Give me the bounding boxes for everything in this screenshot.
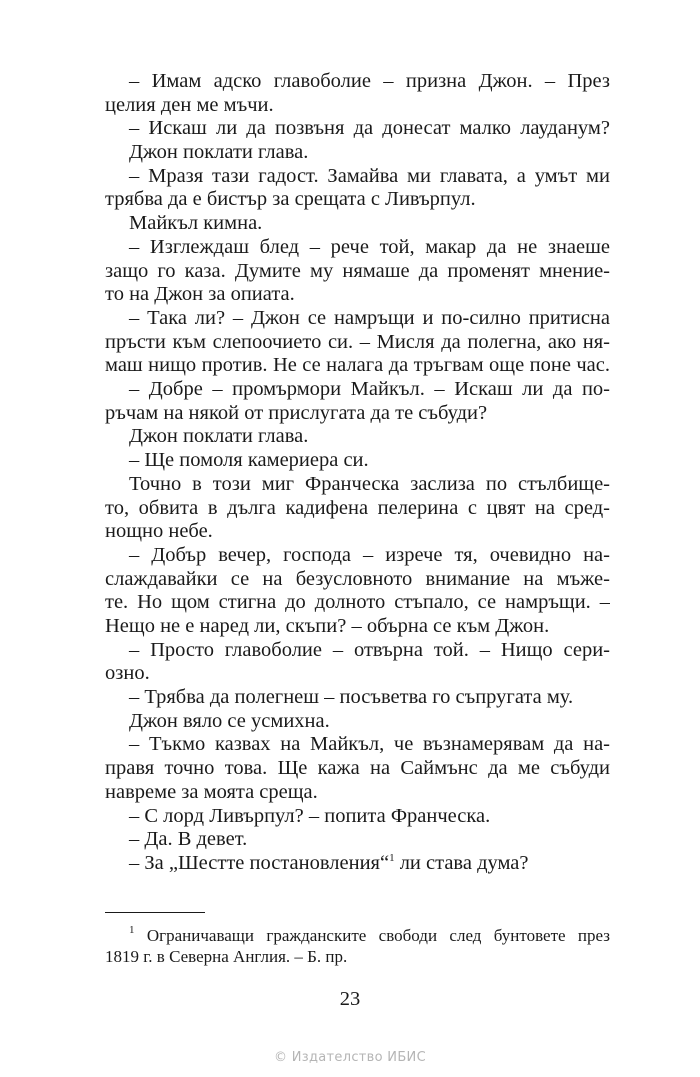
footnote — [105, 925, 610, 967]
text-line: – Ще помоля камериера си. — [129, 449, 369, 472]
text-segment: – За „Шестте постановления“ — [129, 851, 390, 874]
page-number: 23 — [339, 988, 361, 1010]
text-line: Джон поклати глава. — [129, 425, 309, 448]
footnote-mark: 1 — [129, 925, 135, 936]
text-line: – Имам адско главоболие – призна Джон. – През — [129, 70, 610, 92]
text-line: ръчам на някой от прислугата да те събуди? — [105, 401, 488, 424]
text-segment: ли става дума? — [394, 851, 529, 874]
text-line: – Тъкмо казвах на Майкъл, че възнамерявам да на- — [129, 733, 610, 756]
footnote-text-1: Ограничаващи гражданските свободи след бунтовете през — [134, 926, 610, 945]
text-line: – Искаш ли да позвъня да донесат малко лауданум? — [129, 117, 610, 140]
text-line: – Просто главоболие – отвърна той. – Нищо сери- — [129, 638, 610, 661]
text-line: – Добър вечер, господа – изрече тя, очевидно на- — [129, 543, 610, 566]
text-line: – Така ли? – Джон се намръщи и по-силно притисна — [129, 306, 610, 329]
body-text — [105, 70, 610, 876]
text-line: навреме за моята среща. — [105, 780, 318, 803]
footnote-rule — [105, 912, 205, 913]
text-line: те. Но щом стигна до долното стъпало, се намръщи. – — [105, 591, 610, 614]
text-line: – Трябва да полегнеш – посъветва го съпругата му. — [129, 686, 574, 709]
text-line: целия ден ме мъчи. — [105, 93, 274, 116]
text-line: – Добре – промърмори Майкъл. – Искаш ли да по- — [129, 378, 610, 401]
text-line: нощно небе. — [105, 520, 213, 543]
text-line: слаждавайки се на безусловното внимание на мъже- — [105, 567, 610, 590]
text-line: Джон вяло се усмихна. — [129, 709, 330, 732]
text-line: то, обвита в дълга кадифена пелерина с цвят на сред- — [105, 496, 610, 519]
text-line: Точно в този миг Франческа заслиза по стълбище- — [129, 472, 610, 495]
text-line: – С лорд Ливърпул? – попита Франческа. — [129, 804, 491, 827]
text-line-last — [105, 852, 610, 876]
footnote-reference-mark: 1 — [389, 851, 395, 864]
footnote-line-1 — [105, 925, 610, 946]
text-line: – Да. В девет. — [129, 828, 248, 851]
text-line: озно. — [105, 662, 150, 685]
text-line: то на Джон за опиата. — [105, 283, 295, 306]
text-line: – Мразя тази гадост. Замайва ми главата, а умът ми — [129, 164, 610, 187]
text-line: трябва да е бистър за срещата с Ливърпул. — [105, 188, 476, 211]
text-line: – Изглеждаш блед – рече той, макар да не знаеше — [129, 235, 610, 258]
text-line: защо го каза. Думите му нямаше да променят мнение- — [105, 259, 610, 282]
text-line: пръсти към слепоочието си. – Мисля да полегна, ако ня- — [105, 330, 610, 353]
text-line: Джон поклати глава. — [129, 141, 309, 164]
footnote-line-2: 1819 г. в Северна Англия. – Б. пр. — [105, 947, 348, 966]
text-line: маш нищо против. Не се налага да тръгвам още поне час. — [105, 354, 610, 377]
text-line: Нещо не е наред ли, скъпи? – обърна се към Джон. — [105, 614, 550, 637]
text-line: правя точно това. Ще кажа на Саймънс да ме събуди — [105, 757, 610, 780]
text-line: Майкъл кимна. — [129, 212, 263, 235]
copyright-notice: © Издателство ИБИС — [274, 1050, 426, 1065]
